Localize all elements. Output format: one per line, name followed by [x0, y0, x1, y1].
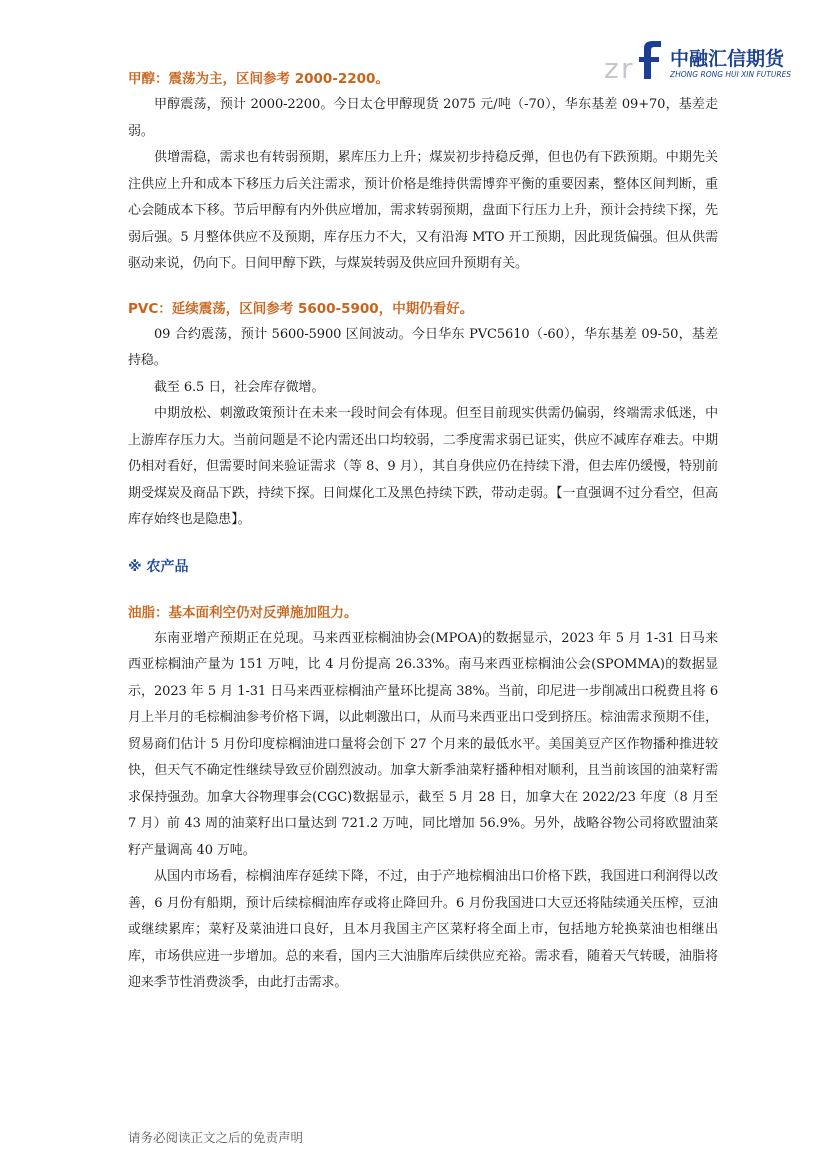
svg-text:r: r: [621, 52, 633, 84]
logo-english-name: ZHONG RONG HUI XIN FUTURES: [670, 70, 792, 79]
logo-chinese-name: 中融汇信期货: [670, 48, 785, 70]
oils-paragraph-2: 从国内市场看，棕榈油库存延续下降，不过，由于产地棕榈油出口价格下跌，我国进口利润得以改善，6 月份有船期，预计后续棕榈油库存或将止降回升。6 月份我国进口大豆还将陆续通关压榨，豆油或继续累库；菜籽及菜油进口良好，且本月我国主产区菜籽将全面上市，包括地方轮换菜油也相继出库，市场供应进一步增加。总的来看，国内三大油脂库后续供应充裕。需求看，随着天气转暖，油脂将迎来季节性消费淡季，由此打击需求。: [128, 869, 718, 990]
disclaimer-footer: 请务必阅读正文之后的免责声明: [128, 1130, 304, 1145]
methanol-paragraph-2: 供增需稳，需求也有转弱预期，累库压力上升；煤炭初步持稳反弹，但也仍有下跌预期。中期先关注供应上升和成本下移压力后关注需求，预计价格是维持供需博弈平衡的重要因素，整体区间判断，重心会随成本下移。节后甲醇有内外供应增加，需求转弱预期，盘面下行压力上升，预计会持续下探，先弱后强。5 月整体供应不及预期，库存压力不大，又有沿海 MTO 开工预期，因此现货偏强。但从供需驱动来说，仍向下。日间甲醇下跌，与煤炭转弱及供应回升预期有关。: [128, 150, 718, 271]
pvc-paragraph-2: 截至 6.5 日，社会库存微增。: [154, 379, 325, 395]
svg-text:z: z: [604, 52, 619, 84]
methanol-paragraph-1: 甲醇震荡，预计 2000-2200。今日太仓甲醇现货 2075 元/吨（-70），华东基差 09+70，基差走弱。: [128, 97, 718, 139]
oils-paragraph-1: 东南亚增产预期正在兑现。马来西亚棕榈油协会(MPOA)的数据显示，2023 年 5 月 1-31 日马来西亚棕榈油产量为 151 万吨，比 4 月份提高 26.33%。南马来西亚棕榈油公会(SPOMMA)的数据显示，2023 年 5 月 1-31 日马来西亚棕榈油产量环比提高 38%。当前，印尼进一步削减出口税费且将 6 月上半月的毛棕榈油参考价格下调，以此刺激出口，从而马来西亚出口受到挤压。棕油需求预期不佳，贸易商们估计 5 月份印度棕榈油进口量将会创下 27 个月来的最低水平。美国美豆产区作物播种推进较快，但天气不确定性继续导致豆价剧烈波动。加拿大新季油菜籽播种相对顺利，且当前该国的油菜籽需求保持强劲。加拿大谷物理事会(CGC)数据显示，截至 5 月 28 日，加拿大在 2022/23 年度（8 月至 7 月）前 43 周的油菜籽出口量达到 721.2 万吨，同比增加 56.9%。另外，战略谷物公司将欧盟油菜籽产量调高 40 万吨。: [128, 630, 718, 858]
pvc-paragraph-3: 中期放松、刺激政策预计在未来一段时间会有体现。但至目前现实供需仍偏弱，终端需求低迷，中上游库存压力大。当前问题是不论内需还出口均较弱，二季度需求弱已证实，供应不减库存难去。中期仍相对看好，但需要时间来验证需求（等 8、9 月），其自身供应仍在持续下滑，但去库仍缓慢，特别前期受煤炭及商品下跌，持续下探。日间煤化工及黑色持续下跌，带动走弱。【一直强调不过分看空，但高库存始终也是隐患】。: [128, 406, 718, 527]
agri-section-title: ※ 农产品: [128, 558, 189, 575]
methanol-heading: 甲醇：震荡为主，区间参考 2000-2200。: [128, 71, 389, 87]
pvc-paragraph-1: 09 合约震荡，预计 5600-5900 区间波动。今日华东 PVC5610（-60），华东基差 09-50，基差持稳。: [128, 326, 718, 368]
report-body: [128, 66, 718, 997]
oils-heading: 油脂：基本面利空仍对反弹施加阻力。: [128, 604, 358, 621]
pvc-heading: PVC：延续震荡，区间参考 5600-5900，中期仍看好。: [128, 300, 474, 317]
